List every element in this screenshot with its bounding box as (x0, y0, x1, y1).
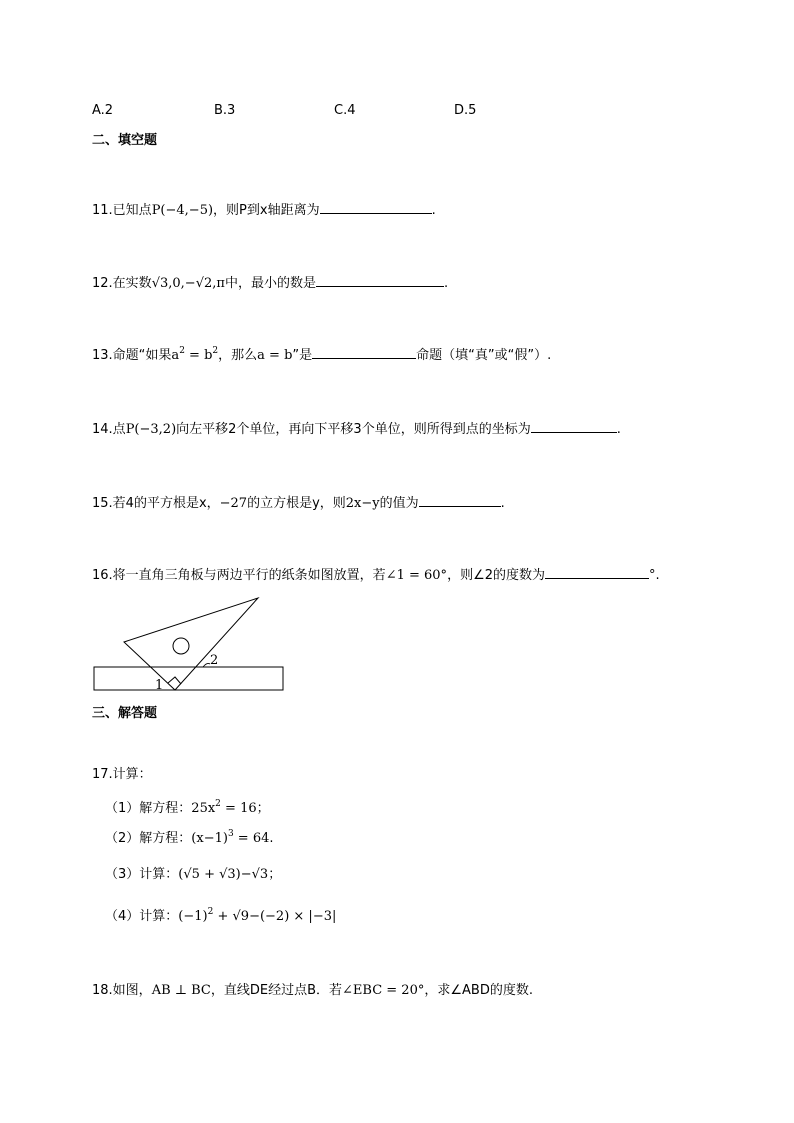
right-angle-mark (168, 677, 181, 684)
q14-text-2: 向左平移2个单位，再向下平移3个单位，则所得到点的坐标为 (176, 422, 531, 437)
q17-2-num: （2） (105, 831, 140, 846)
q14-text: 14.点 (92, 422, 126, 437)
q17-3-root-5: √5 (183, 867, 200, 882)
q13-text: 13.命题“如果 (92, 348, 172, 363)
q12-root-3: √3 (151, 276, 169, 291)
q15-end: . (500, 496, 505, 511)
q17-2-exp: 3 (227, 829, 234, 839)
section-answer-title: 三、解答题 (92, 706, 158, 721)
q17-1-exp: 2 (215, 799, 221, 809)
q13-text-2: ，那么 (218, 348, 258, 363)
paper-strip (94, 667, 283, 690)
q17-4-math: (−1) (178, 909, 208, 924)
q17-4-plus: + (213, 909, 233, 924)
q13-math: a = b (257, 348, 293, 363)
angle-2-arc (203, 663, 210, 667)
q17-item-4 (105, 908, 336, 926)
q17-4-text: 计算： (139, 909, 179, 924)
option-b: B.3 (214, 103, 236, 118)
q17-1-tail: ； (256, 801, 270, 816)
option-a: A.2 (92, 103, 114, 118)
option-c: C.4 (334, 103, 356, 118)
q12-text-2: 中，最小的数是 (224, 276, 316, 291)
q16-end: °. (649, 568, 660, 583)
q12-end: . (443, 276, 449, 291)
q18-math-2: ∠EBC = 20° (342, 983, 425, 998)
q17-3-root-3b: √3 (251, 867, 269, 882)
q17-3-plus: + (199, 867, 220, 882)
q13-a: a (171, 348, 180, 363)
q17-1-math-2: = 16 (220, 801, 257, 816)
angle-2-label: 2 (210, 653, 219, 668)
q18-math: AB ⊥ BC (151, 983, 211, 998)
q17-item-2 (105, 830, 274, 848)
q17-item-3 (105, 866, 281, 884)
q17-2-tail: . (269, 831, 274, 846)
ruler-hole (173, 638, 189, 654)
q18-text: 18.如图， (92, 983, 152, 998)
q15-math-2: 2x−y (345, 496, 380, 511)
option-d: D.5 (454, 103, 477, 118)
question-17-title: 17.计算： (92, 767, 152, 782)
q15-text-2: 的立方根是y，则 (247, 496, 346, 511)
q13-eq: = (184, 348, 205, 363)
q13-text-4: 命题（填“真”或“假”）. (416, 348, 552, 363)
q12-math: ,0,− (168, 276, 196, 291)
q15-text: 15.若4的平方根是x， (92, 496, 220, 511)
q17-4-num: （4） (105, 909, 140, 924)
q15-math: −27 (219, 496, 248, 511)
q13-exp-b: 2 (212, 346, 219, 356)
q17-4-math-2: −(−2) × |−3| (249, 909, 337, 924)
q17-1-num: （1） (105, 801, 140, 816)
section-fill-blank-title: 二、填空题 (92, 133, 158, 148)
q18-text-3: ，求∠ABD的度数. (424, 983, 533, 998)
q17-4-root-9: √9 (232, 909, 250, 924)
q11-end: . (431, 203, 436, 218)
q11-text-2: ，则P到x轴距离为 (213, 203, 320, 218)
q12-root-2: √2 (195, 276, 213, 291)
q17-2-text: 解方程： (139, 831, 192, 846)
q15-text-3: 的值为 (379, 496, 419, 511)
q17-3-num: （3） (105, 867, 140, 882)
q13-text-3: ”是 (292, 348, 313, 363)
q14-math: P(−3,2) (125, 422, 177, 437)
q17-3-text: 计算： (139, 867, 179, 882)
triangle-ruler (124, 598, 258, 690)
q14-end: . (616, 422, 621, 437)
q17-3-root-3: √3 (219, 867, 236, 882)
q17-item-1 (105, 800, 270, 818)
q16-text: 16.将一直角三角板与两边平行的纸条如图放置，若 (92, 568, 386, 583)
q17-1-math: 25x (191, 801, 216, 816)
q13-b: b (204, 348, 213, 363)
q17-3-paren: ( (178, 867, 184, 882)
q11-text: 11.已知点 (92, 203, 152, 218)
angle-1-label: 1 (155, 678, 164, 693)
q16-text-2: ，则∠2的度数为 (447, 568, 545, 583)
q17-2-math-2: = 64 (233, 831, 270, 846)
q18-text-2: ，直线DE经过点B．若 (210, 983, 343, 998)
q17-2-math: (x−1) (191, 831, 228, 846)
q17-4-exp: 2 (207, 907, 214, 917)
q17-1-text: 解方程： (139, 801, 192, 816)
q12-pi: ,π (212, 276, 225, 291)
q17-3-minus: )− (235, 867, 252, 882)
q12-text: 12.在实数 (92, 276, 152, 291)
q11-math: P(−4,−5) (151, 203, 214, 218)
question-18 (92, 982, 533, 1000)
q17-3-tail: ； (268, 867, 282, 882)
q16-math: ∠1 = 60° (385, 568, 448, 583)
q13-exp-a: 2 (179, 346, 185, 356)
